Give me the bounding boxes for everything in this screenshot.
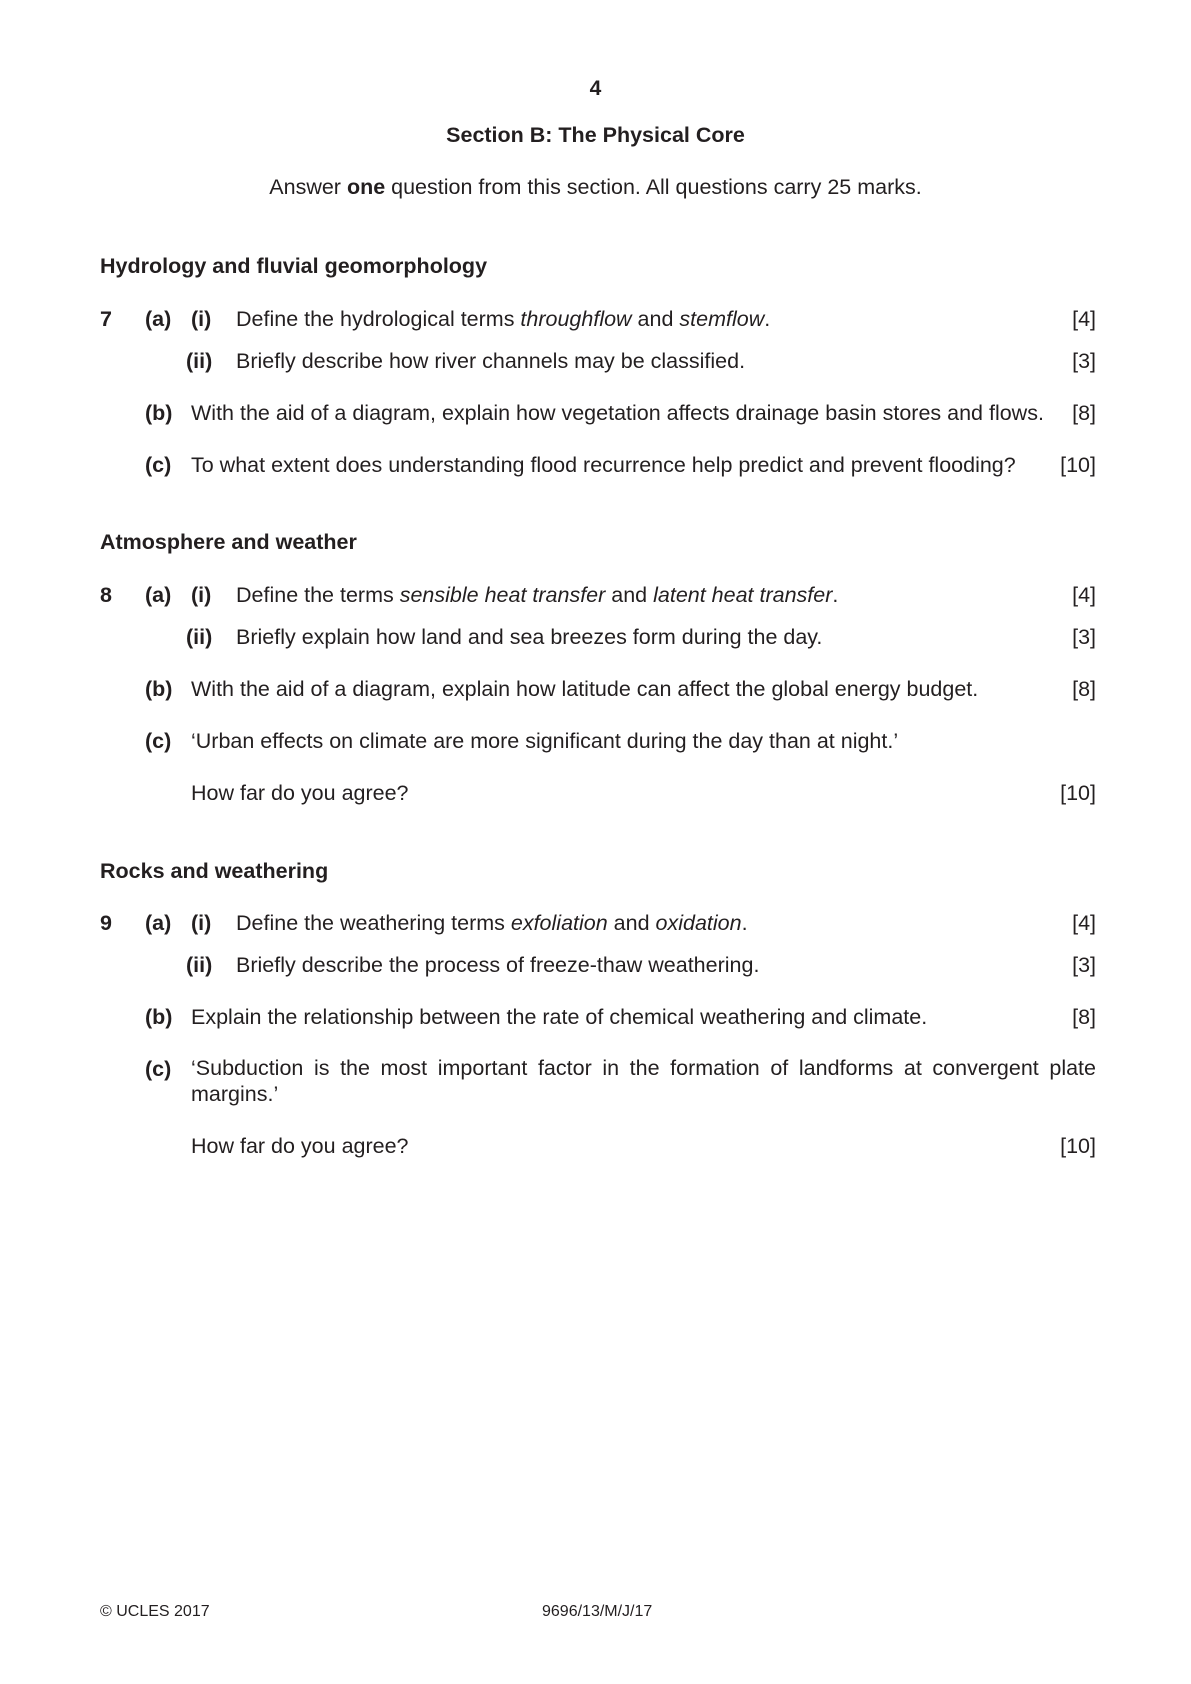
marks: [10]	[1060, 1134, 1096, 1158]
marks: [3]	[1072, 625, 1096, 649]
question-number: 8	[100, 583, 112, 607]
question-text: With the aid of a diagram, explain how vegetation affects drainage basin stores and flows.	[191, 401, 1044, 425]
section-title: Section B: The Physical Core	[446, 123, 745, 147]
topic-heading-hydrology: Hydrology and fluvial geomorphology	[100, 254, 488, 278]
text-run: Define the weathering terms	[236, 911, 511, 935]
term-italic: latent heat transfer	[653, 583, 833, 607]
part-label-b: (b)	[145, 401, 173, 425]
instruction-suffix: question from this section. All questions carry 25 marks.	[385, 175, 922, 199]
question-text: Briefly explain how land and sea breezes form during the day.	[236, 625, 823, 649]
text-run: Define the hydrological terms	[236, 307, 521, 331]
question-text	[236, 913, 748, 935]
term-italic: oxidation	[655, 911, 742, 935]
marks: [10]	[1060, 453, 1096, 477]
part-label-b: (b)	[145, 677, 173, 701]
question-text: ‘Urban effects on climate are more significant during the day than at night.’	[191, 729, 899, 753]
marks: [4]	[1072, 307, 1096, 331]
question-text	[236, 309, 770, 331]
footer-copyright: © UCLES 2017	[100, 1603, 210, 1620]
marks: [8]	[1072, 401, 1096, 425]
question-number: 9	[100, 911, 112, 935]
marks: [3]	[1072, 953, 1096, 977]
term-italic: exfoliation	[510, 911, 608, 935]
part-label-a: (a)	[145, 307, 172, 331]
part-label-c: (c)	[145, 453, 172, 477]
subpart-label-i: (i)	[191, 307, 212, 331]
question-text: With the aid of a diagram, explain how latitude can affect the global energy budget.	[191, 677, 979, 701]
text-run: and	[607, 911, 656, 935]
text-run: .	[741, 911, 748, 935]
term-italic: throughflow	[520, 307, 632, 331]
part-label-c: (c)	[145, 729, 172, 753]
part-label-c: (c)	[145, 1057, 172, 1081]
topic-heading-atmosphere: Atmosphere and weather	[100, 530, 357, 554]
question-text: ‘Subduction is the most important factor in the formation of landforms at convergent plate margins.’	[191, 1056, 1096, 1106]
marks: [8]	[1072, 677, 1096, 701]
question-text: To what extent does understanding flood recurrence help predict and prevent flooding?	[191, 453, 1016, 477]
subpart-label-i: (i)	[191, 583, 212, 607]
instruction-prefix: Answer	[269, 175, 347, 199]
subpart-label-ii: (ii)	[186, 625, 213, 649]
text-run: .	[764, 307, 771, 331]
question-text	[236, 585, 838, 607]
question-text: Briefly describe how river channels may be classified.	[236, 349, 746, 373]
question-followup: How far do you agree?	[191, 781, 409, 805]
question-number: 7	[100, 307, 112, 331]
marks: [4]	[1072, 911, 1096, 935]
term-italic: stemflow	[679, 307, 765, 331]
marks: [10]	[1060, 781, 1096, 805]
footer-paper-code: 9696/13/M/J/17	[542, 1603, 653, 1620]
question-text: Briefly describe the process of freeze-thaw weathering.	[236, 953, 760, 977]
instruction-emphasis: one	[346, 175, 386, 199]
marks: [4]	[1072, 583, 1096, 607]
text-run: and	[631, 307, 680, 331]
subpart-label-i: (i)	[191, 911, 212, 935]
text-run: and	[605, 583, 654, 607]
text-run: Define the terms	[236, 583, 400, 607]
text-run: .	[832, 583, 839, 607]
marks: [8]	[1072, 1005, 1096, 1029]
part-label-b: (b)	[145, 1005, 173, 1029]
section-instruction	[0, 177, 1191, 199]
part-label-a: (a)	[145, 583, 172, 607]
part-label-a: (a)	[145, 911, 172, 935]
subpart-label-ii: (ii)	[186, 953, 213, 977]
topic-heading-rocks: Rocks and weathering	[100, 859, 329, 883]
question-followup: How far do you agree?	[191, 1134, 409, 1158]
subpart-label-ii: (ii)	[186, 349, 213, 373]
question-text: Explain the relationship between the rate of chemical weathering and climate.	[191, 1005, 928, 1029]
term-italic: sensible heat transfer	[399, 583, 606, 607]
page-number: 4	[589, 77, 602, 100]
marks: [3]	[1072, 349, 1096, 373]
